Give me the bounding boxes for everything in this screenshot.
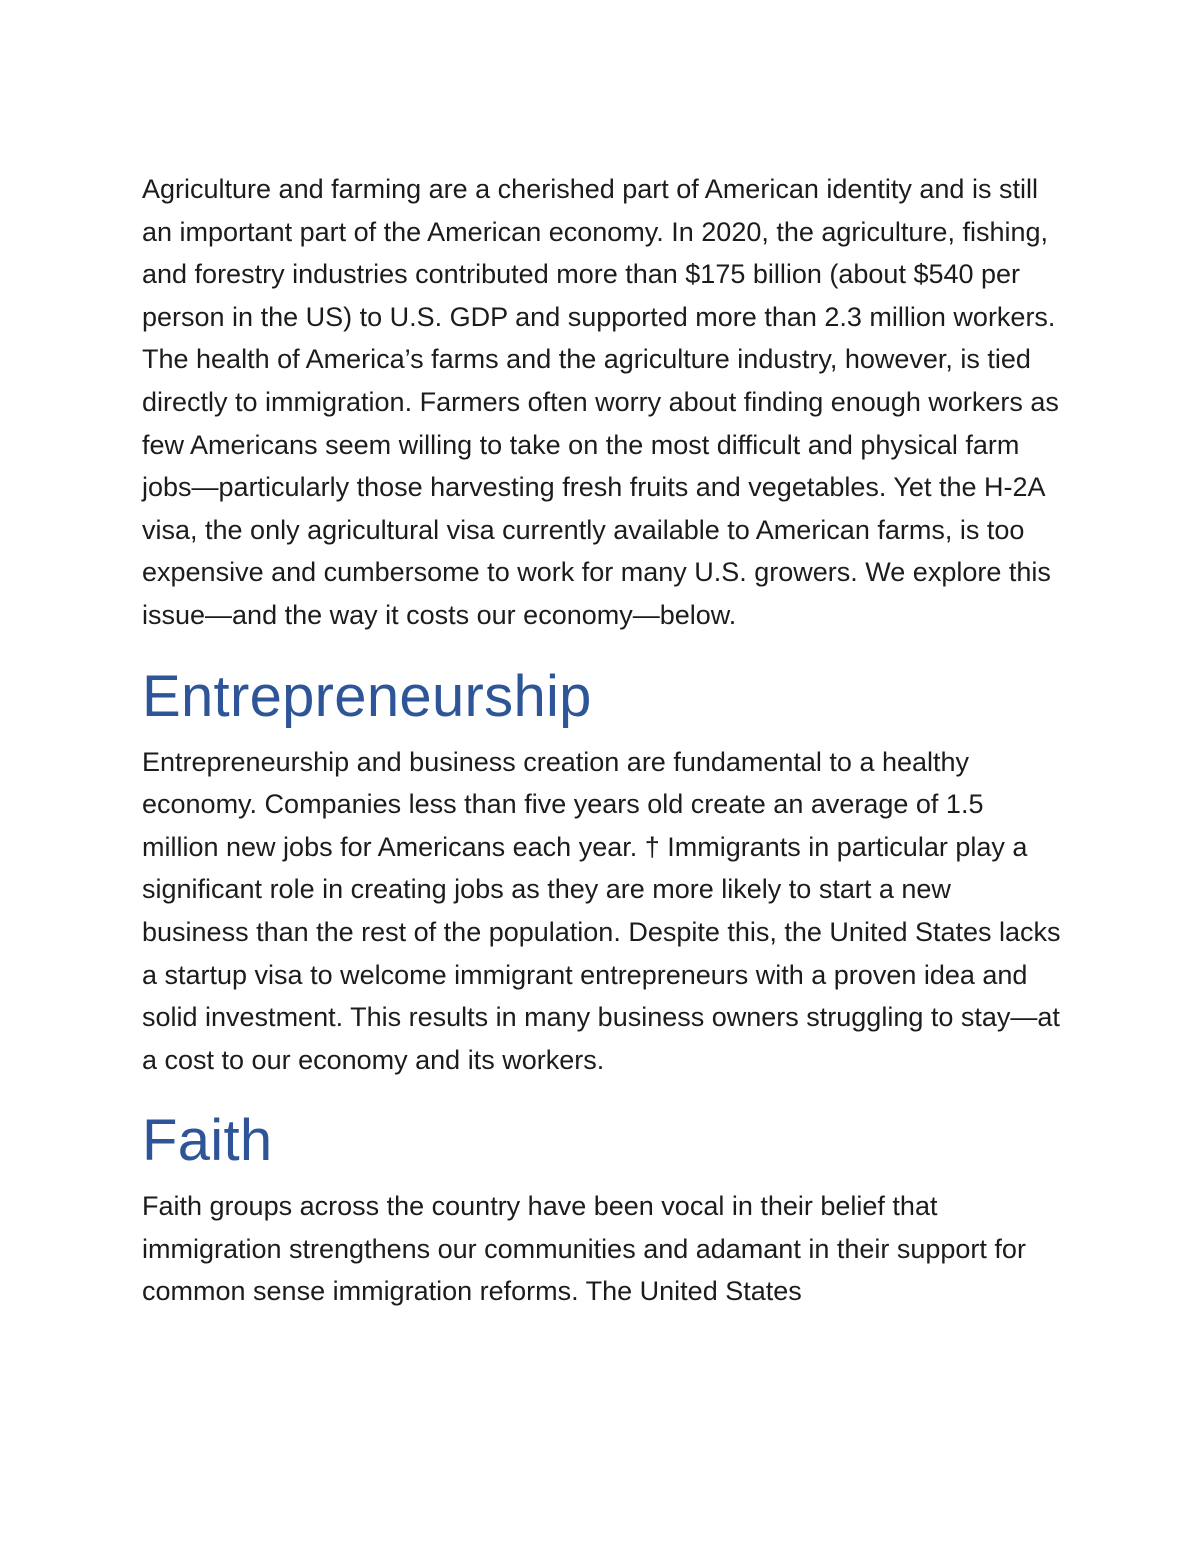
agriculture-paragraph: Agriculture and farming are a cherished part of American identity and is still an important part of the American economy. In 2020, the agriculture, fishing, and forestry industries contributed more than $175 billion (about $540 per person in the US) to U.S. GDP and supported more than 2.3 million workers. The health of America’s farms and the agriculture industry, however, is tied directly to immigration. Farmers often worry about finding enough workers as few Americans seem willing to take on the most difficult and physical farm jobs—particularly those harvesting fresh fruits and vegetables. Yet the H-2A visa, the only agricultural visa currently available to American farms, is too expensive and cumbersome to work for many U.S. growers. We explore this issue—and the way it costs our economy—below. bbox=[142, 174, 1059, 630]
faith-paragraph: Faith groups across the country have been vocal in their belief that immigration strengthens our communities and adamant in their support for common sense immigration reforms. The United States bbox=[142, 1191, 1026, 1307]
faith-heading: Faith bbox=[142, 1108, 273, 1174]
entrepreneurship-heading: Entrepreneurship bbox=[142, 663, 592, 729]
entrepreneurship-paragraph: Entrepreneurship and business creation are fundamental to a healthy economy. Companies less than five years old create an average of 1.5 million new jobs for Americans each year. † Immigrants in particular play a significant role in creating jobs as they are more likely to start a new business than the rest of the population. Despite this, the United States lacks a startup visa to welcome immigrant entrepreneurs with a proven idea and solid investment. This results in many business owners struggling to stay—at a cost to our economy and its workers. bbox=[142, 746, 1061, 1075]
document-body bbox=[142, 168, 1062, 1313]
